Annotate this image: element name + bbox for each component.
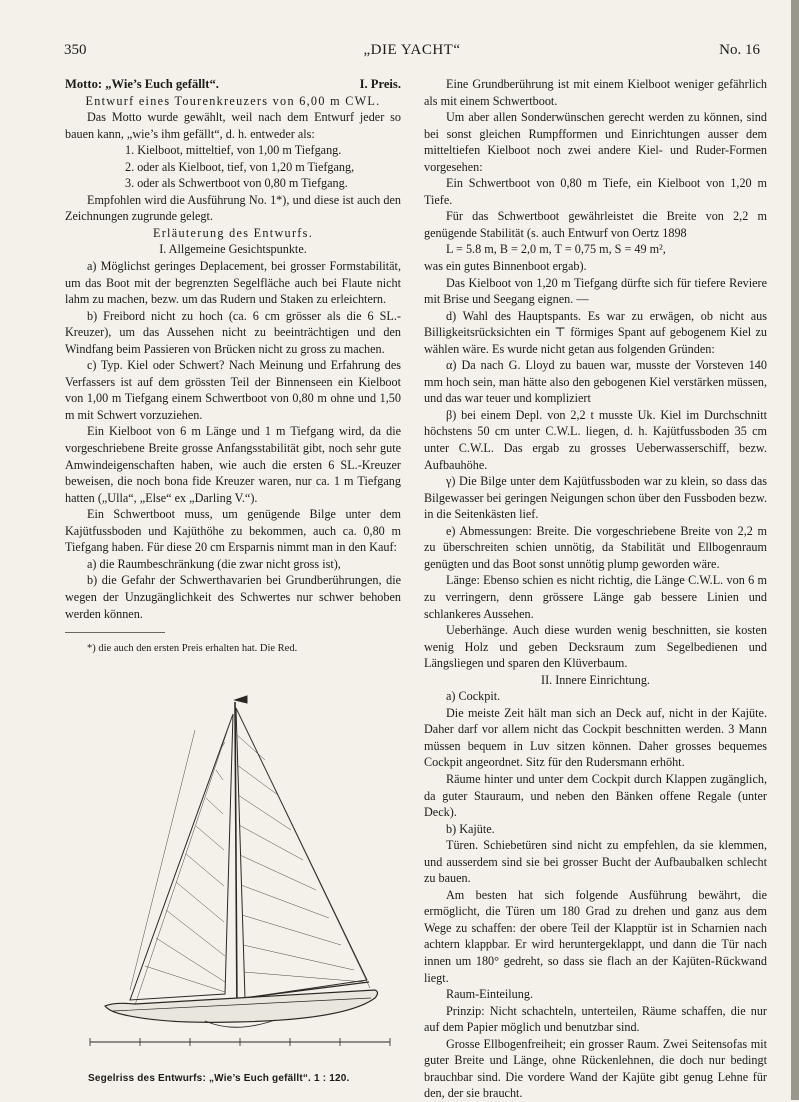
journal-title: „DIE YACHT“ xyxy=(363,42,461,58)
paragraph: β) bei einem Depl. von 2,2 t musste Uk. Kiel im Durchschnitt höchstens 50 cm unter C.W.L. liegen, d. h. Kajütfussboden 35 cm unter C.W.L. Das ergab zu grosses Ueberwasserschiff, bezw. Aufbauhöhe. xyxy=(424,407,767,472)
section-heading: II. Innere Einrichtung. xyxy=(541,672,650,687)
paragraph: Türen. Schiebetüren sind nicht zu empfehlen, da sie klemmen, und ausserdem sind sie bei grosser Bucht der Aufbaubalken schlecht zu bauen. xyxy=(424,838,767,886)
issue-number: No. 16 xyxy=(719,42,760,58)
motto-line xyxy=(65,76,401,93)
paragraph: Die meiste Zeit hält man sich an Deck auf, nicht in der Kajüte. Daher darf vor allem nicht das Cockpit beschnitten werden. 3 Mann müssen bequem in Luv sitzen können. Daher grosses bequemes Cockpit angeordnet. Sitz für den Rudersmann erhöht. xyxy=(424,705,767,770)
prize-label: I. Preis. xyxy=(359,77,401,91)
paragraph: Eine Grundberührung ist mit einem Kielboot weniger gefährlich als mit einem Schwertboot. xyxy=(424,77,767,108)
paragraph: e) Abmessungen: Breite. Die vorgeschriebene Breite von 2,2 m zu überschreiten schien unnötig, da Stabilität und Ellbogenraum genügten und das Boot sonst unnötig plump geworden wäre. xyxy=(424,523,767,571)
paragraph: b) die Gefahr der Schwerthavarien bei Grundberührungen, die wegen der Unzugänglichkeit des Schwertes nur schwer behoben werden können. xyxy=(65,573,401,621)
paragraph: Um aber allen Sonderwünschen gerecht werden zu können, sind bei sonst gleichen Rumpfformen und Einrichtungen ausser dem mitteltiefen Kielboot noch zwei andere Kiel- und Ruder-Formen vorgesehen: xyxy=(424,110,767,174)
paragraph: Ein Schwertboot von 0,80 m Tiefe, ein Kielboot von 1,20 m Tiefe. xyxy=(424,176,767,207)
paragraph: γ) Die Bilge unter dem Kajütfussboden war zu klein, so dass das Bilgewasser bei geringen Neigungen schon über den Fussboden bezw. in die Seitenkästen lief. xyxy=(424,474,767,522)
paragraph: c) Typ. Kiel oder Schwert? Nach Meinung und Erfahrung des Verfassers ist auf dem grössten Teil der Binnenseen ein Kielboot von 1,00 m Tiefgang einem Schwertboot von 0,80 m ohne und 1,50 m mit Schwert vorzuziehen. xyxy=(65,358,401,422)
paragraph: Ein Schwertboot muss, um genügende Bilge unter dem Kajütfussboden und Kajüthöhe zu bekommen, auch ca. 0,80 m Tiefgang haben. Für diese 20 cm Ersparnis nimmt man in den Kauf: xyxy=(65,507,401,555)
right-column xyxy=(424,76,767,1102)
list-item: 2. oder als Kielboot, tief, von 1,20 m Tiefgang, xyxy=(125,159,355,174)
design-subtitle: Entwurf eines Tourenkreuzers von 6,00 m CWL. xyxy=(85,93,381,108)
paragraph: a) Möglichst geringes Deplacement, bei grosser Formstabilität, um das Boot mit der begrenzten Segelfläche auch bei Flaute nicht lahm zu machen, bezw. um das Rudern und Staken zu erleichtern. xyxy=(65,259,401,307)
subheading: a) Cockpit. xyxy=(446,689,501,704)
paragraph: Ein Kielboot von 6 m Länge und 1 m Tiefgang wird, da die vorgeschriebene Breite grosse Anfangsstabilität gibt, noch sehr gute Amwindeigenschaften haben, wie auch die ersten 6 SL.-Kreuzer beweisen, die noch bona fide Kreuzer waren, nur ca. 1 m Tiefgang hatten („Ulla“, „Else“ ex „Darling V.“). xyxy=(65,424,401,505)
paragraph: Für das Schwertboot gewährleistet die Breite von 2,2 m genügende Stabilität (s. auch Entwurf von Oertz 1898 xyxy=(424,209,767,240)
paragraph: Grosse Ellbogenfreiheit; ein grosser Raum. Zwei Seitensofas mit guter Breite und Länge, ohne Rückenlehnen, die doch nur bedingt brauchbar sind. Die vordere Wand der Kajüte gibt genug Lehne für den, der sie braucht. xyxy=(424,1036,767,1101)
subheading: b) Kajüte. xyxy=(446,821,495,836)
subheading: Raum-Einteilung. xyxy=(446,987,533,1002)
footnote-rule xyxy=(65,632,165,633)
motto: Motto: „Wie’s Euch gefällt“. xyxy=(65,77,219,91)
figure-caption: Segelriss des Entwurfs: „Wie’s Euch gefällt“. 1 : 120. xyxy=(88,1073,350,1084)
paragraph: a) die Raumbeschränkung (die zwar nicht gross ist), xyxy=(87,556,341,571)
list-item: 3. oder als Schwertboot von 0,80 m Tiefgang. xyxy=(125,176,348,191)
paragraph: Das Kielboot von 1,20 m Tiefgang dürfte sich für tiefere Reviere mit Brise und Seegang eignen. — xyxy=(424,275,767,307)
section-heading: I. Allgemeine Gesichtspunkte. xyxy=(159,242,307,257)
paragraph: Das Motto wurde gewählt, weil nach dem Entwurf jeder so bauen kann, „wie’s ihm gefällt“, d. h. entweder als: xyxy=(65,110,401,141)
paragraph: Länge: Ebenso schien es nicht richtig, die Länge C.W.L. von 6 m zu verringern, denn grössere Länge gab bessere Linien und schlankeres Aussehen. xyxy=(424,573,767,621)
paragraph: d) Wahl des Hauptspants. Es war zu erwägen, ob nicht aus Billigkeitsrücksichten ein ⊤ förmiges Spant auf gebogenem Kiel zu wählen wäre. Es wurde nicht getan aus folgenden Gründen: xyxy=(424,308,767,356)
paragraph: α) Da nach G. Lloyd zu bauen war, musste der Vorsteven 140 mm hoch sein, man hätte also den gebogenen Kiel verstärken müssen, und das war teuer und kompliziert xyxy=(424,358,767,406)
paragraph: was ein gutes Binnenboot ergab). xyxy=(424,259,587,274)
page-header xyxy=(64,42,760,62)
paragraph: Ueberhänge. Auch diese wurden wenig beschnitten, sie kosten wenig Holz und geben Decksraum zum Segelbedienen und Längsliegen und sparen den Klüverbaum. xyxy=(424,623,767,671)
paragraph: b) Freibord nicht zu hoch (ca. 6 cm grösser als die 6 SL.-Kreuzer), um das Aussehen nicht zu beeinträchtigen und den Windfang beim Passieren von Brücken nicht zu gross zu machen. xyxy=(65,308,401,356)
list-item: 1. Kielboot, mitteltief, von 1,00 m Tiefgang. xyxy=(125,143,342,158)
footnote: *) die auch den ersten Preis erhalten hat. Die Red. xyxy=(87,643,298,655)
paragraph: Räume hinter und unter dem Cockpit durch Klappen zugänglich, da guter Stauraum, und neben den Bänken offene Regale (unter Deck). xyxy=(424,771,767,820)
paragraph: Prinzip: Nicht schachteln, unterteilen, Räume schaffen, die nur auf dem Papier möglich und benutzbar sind. xyxy=(424,1003,767,1035)
sail-plan-drawing xyxy=(75,690,405,1055)
section-heading: Erläuterung des Entwurfs. xyxy=(152,225,314,240)
left-column xyxy=(65,76,401,656)
paragraph: Empfohlen wird die Ausführung No. 1*), und diese ist auch den Zeichnungen zugrunde gelegt. xyxy=(65,192,401,224)
formula-line: L = 5.8 m, B = 2,0 m, T = 0,75 m, S = 49 m², xyxy=(446,242,666,257)
page-edge-shadow xyxy=(791,0,799,1100)
paragraph: Am besten hat sich folgende Ausführung bewährt, die ermöglicht, die Türen um 180 Grad zu drehen und ganz aus dem Wege zu schaffen: der obere Teil der Klapptür ist in Scharnien nach achtern klappbar. Er wird heruntergeklappt, und dann die Tür nach innen um 180° gedreht, so dass sie flach an der Kajüten-Rückwand liegt. xyxy=(424,887,767,985)
page-number: 350 xyxy=(64,42,87,58)
